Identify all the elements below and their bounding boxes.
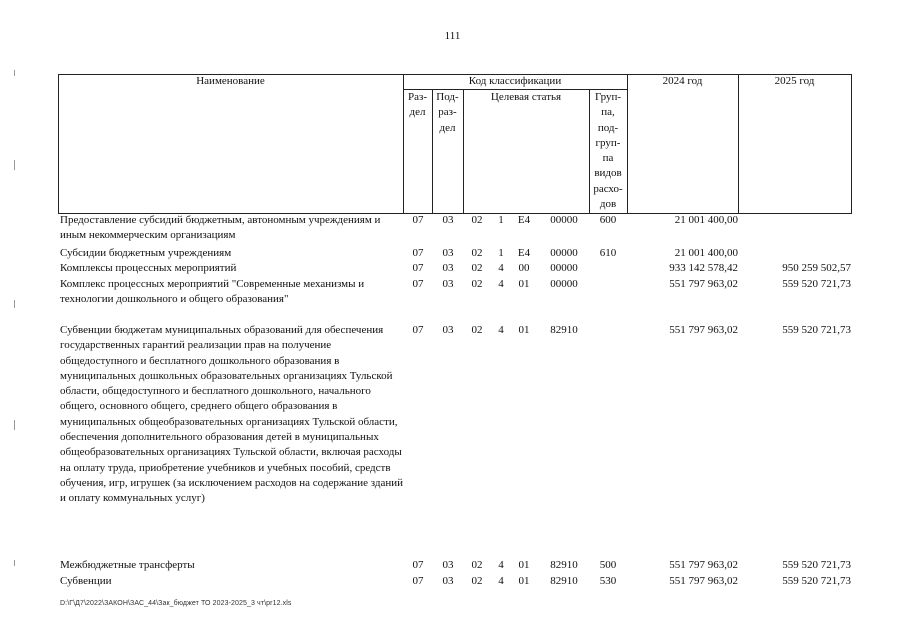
row-t1: 02 xyxy=(471,262,483,274)
row-2024: 551 797 963,02 xyxy=(669,324,738,336)
row-group: 610 xyxy=(599,247,617,259)
header-group-line: видов xyxy=(594,167,622,180)
row-podrazdel: 03 xyxy=(442,247,454,259)
header-podrazdel-line: дел xyxy=(439,121,456,134)
row-razdel: 07 xyxy=(412,324,424,336)
row-t1: 02 xyxy=(471,214,483,226)
row-t2: 4 xyxy=(498,262,504,274)
scan-mark xyxy=(14,300,15,308)
header-name: Наименование xyxy=(196,75,265,87)
row-name: Комплексы процессных мероприятий xyxy=(60,262,237,274)
row-t3: 00 xyxy=(518,262,530,274)
row-name: Предоставление субсидий бюджетным, автономным учреждениям и иным некоммерческим организациям xyxy=(60,214,381,242)
row-t1: 02 xyxy=(471,324,483,336)
row-razdel: 07 xyxy=(412,278,424,290)
header-podrazdel-line: раз- xyxy=(438,106,457,119)
row-2025: 559 520 721,73 xyxy=(782,559,851,571)
row-t3: 01 xyxy=(518,559,530,571)
row-razdel: 07 xyxy=(412,559,424,571)
row-t1: 02 xyxy=(471,278,483,290)
header-group-line: па, xyxy=(601,106,615,119)
row-t3: Е4 xyxy=(517,214,531,226)
row-t4: 00000 xyxy=(550,214,578,226)
header-razdel-line: Раз- xyxy=(407,91,427,103)
header-razdel xyxy=(403,90,432,121)
scan-mark xyxy=(14,70,15,76)
row-2024: 21 001 400,00 xyxy=(674,247,738,259)
scan-mark xyxy=(14,160,15,170)
header-razdel-line: дел xyxy=(409,106,426,119)
row-2024: 551 797 963,02 xyxy=(669,575,738,587)
scan-mark xyxy=(14,560,15,566)
row-2024: 21 001 400,00 xyxy=(674,214,738,226)
row-t3: 01 xyxy=(518,324,530,336)
row-2025: 559 520 721,73 xyxy=(782,324,851,336)
header-year-2024: 2024 год xyxy=(662,75,703,87)
row-group: 500 xyxy=(599,559,617,571)
header-group-line: дов xyxy=(599,198,617,211)
file-path-footer: D:\Г\Д7\2022\ЗАКОН\ЗАС_44\Зак_бюджет ТО 2023-2025_3 чт\pr12.xls xyxy=(60,600,292,607)
header-group-line: расхо- xyxy=(593,182,623,195)
row-t2: 1 xyxy=(498,214,504,226)
header-group xyxy=(589,90,627,212)
row-t2: 1 xyxy=(498,247,504,259)
row-2025: 559 520 721,73 xyxy=(782,278,851,290)
header-year-2025: 2025 год xyxy=(774,75,815,87)
header-podrazdel-line: Под- xyxy=(436,91,459,103)
row-t4: 00000 xyxy=(550,262,578,274)
row-group: 530 xyxy=(599,575,617,587)
row-podrazdel: 03 xyxy=(442,262,454,274)
row-t1: 02 xyxy=(471,559,483,571)
row-name: Межбюджетные трансферты xyxy=(60,559,195,571)
row-podrazdel: 03 xyxy=(442,278,454,290)
header-group-line: Груп- xyxy=(594,91,622,103)
row-t3: 01 xyxy=(518,278,530,290)
row-2024: 551 797 963,02 xyxy=(669,278,738,290)
row-t1: 02 xyxy=(471,575,483,587)
row-podrazdel: 03 xyxy=(442,559,454,571)
row-t2: 4 xyxy=(498,278,504,290)
header-code-group: Код классификации xyxy=(468,75,562,87)
row-podrazdel: 03 xyxy=(442,575,454,587)
row-podrazdel: 03 xyxy=(442,324,454,336)
header-podrazdel xyxy=(432,90,463,136)
header-group-line: груп- xyxy=(595,136,621,149)
row-razdel: 07 xyxy=(412,214,424,226)
row-razdel: 07 xyxy=(412,262,424,274)
row-name: Субсидии бюджетным учреждениям xyxy=(60,247,232,259)
page-number: 111 xyxy=(444,30,461,42)
row-t4: 82910 xyxy=(550,575,578,587)
row-t3: Е4 xyxy=(517,247,531,259)
row-t2: 4 xyxy=(498,575,504,587)
row-razdel: 07 xyxy=(412,575,424,587)
row-t1: 02 xyxy=(471,247,483,259)
header-target: Целевая статья xyxy=(490,91,562,103)
row-podrazdel: 03 xyxy=(442,214,454,226)
row-name: Субвенции xyxy=(60,575,112,587)
row-t4: 00000 xyxy=(550,247,578,259)
row-2025: 559 520 721,73 xyxy=(782,575,851,587)
row-name: Субвенции бюджетам муниципальных образований для обеспечения государственных гарантий реализации прав на получение общедоступного и бесплатного дошкольного образования в муниципальных дошкольных образовательных организациях Тульской области, общедоступного и бесплатного дошкольного, начального общего, основного общего, среднего общего образования в муниципальных общеобразовательных организациях Тульской области, обеспечения дополнительного образования детей в муниципальных общеобразовательных организациях Тульской области, включая расходы на оплату труда, приобретение учебников и учебных пособий, средств обучения, игр, игрушек (за исключением расходов на содержание зданий и оплату коммунальных услуг) xyxy=(60,324,404,505)
header-group-line: па xyxy=(602,152,614,165)
header-group-line: под- xyxy=(597,121,619,134)
row-name: Комплекс процессных мероприятий "Современные механизмы и технологии дошкольного и общего образования" xyxy=(60,278,365,306)
row-razdel: 07 xyxy=(412,247,424,259)
row-2025: 950 259 502,57 xyxy=(782,262,851,274)
row-t2: 4 xyxy=(498,324,504,336)
row-t4: 82910 xyxy=(550,559,578,571)
row-2024: 551 797 963,02 xyxy=(669,559,738,571)
row-t4: 00000 xyxy=(550,278,578,290)
row-t2: 4 xyxy=(498,559,504,571)
row-group: 600 xyxy=(599,214,617,226)
row-2024: 933 142 578,42 xyxy=(669,262,738,274)
row-t4: 82910 xyxy=(550,324,578,336)
row-t3: 01 xyxy=(518,575,530,587)
scan-mark xyxy=(14,420,15,430)
